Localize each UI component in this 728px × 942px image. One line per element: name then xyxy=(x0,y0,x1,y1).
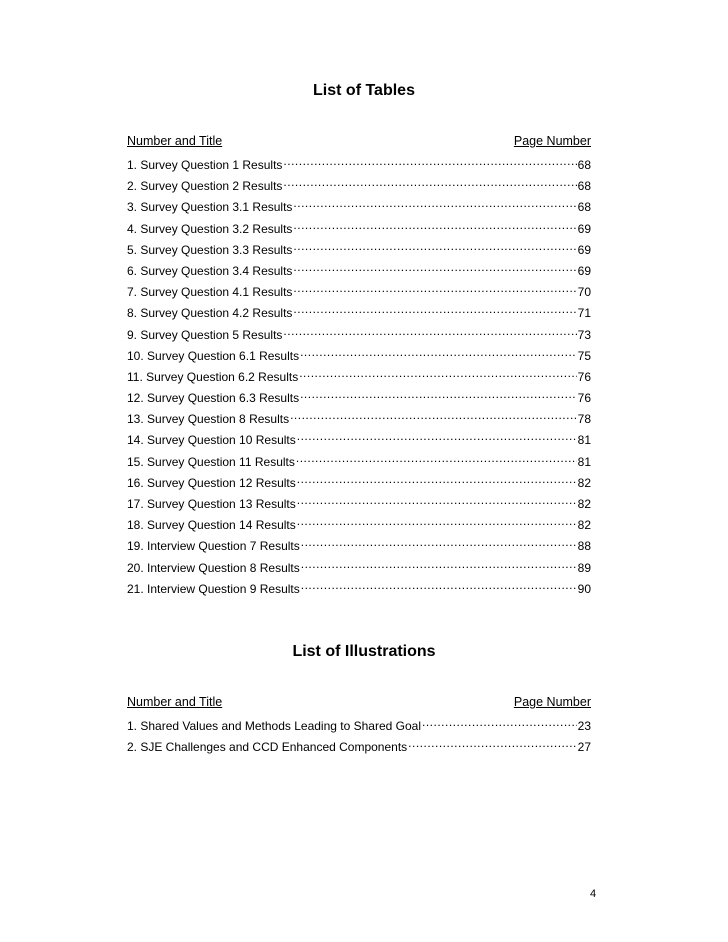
dot-leader xyxy=(301,534,577,550)
toc-entry xyxy=(127,280,591,301)
toc-entry-page: 82 xyxy=(577,497,591,511)
toc-entry xyxy=(127,217,591,238)
dot-leader xyxy=(283,174,576,190)
toc-entry xyxy=(127,735,591,756)
toc-entry-page: 75 xyxy=(577,348,591,363)
toc-entry xyxy=(127,428,591,449)
toc-entry-title: 18. Survey Question 14 Results xyxy=(127,518,296,533)
toc-entry xyxy=(127,195,591,216)
dot-leader xyxy=(408,735,576,751)
toc-entry xyxy=(127,471,591,492)
illustrations-column-header xyxy=(127,694,591,710)
toc-entry-title: 3. Survey Question 3.1 Results xyxy=(127,200,293,215)
dot-leader xyxy=(422,714,577,730)
list-of-illustrations xyxy=(127,694,591,756)
toc-entry-title: 9. Survey Question 5 Results xyxy=(127,327,283,342)
dot-leader xyxy=(300,386,577,402)
toc-entry-page: 78 xyxy=(577,412,591,427)
toc-entry xyxy=(127,534,591,555)
page-number-header: Page Number xyxy=(513,695,591,709)
toc-entry xyxy=(127,450,591,471)
toc-entry-page: 23 xyxy=(577,719,591,733)
toc-entry-page: 81 xyxy=(577,454,591,469)
toc-entry-page: 69 xyxy=(577,263,591,278)
toc-entry xyxy=(127,344,591,365)
toc-entry-title: 21. Interview Question 9 Results xyxy=(127,581,300,596)
toc-entry-page: 68 xyxy=(577,179,591,194)
toc-entry-page: 76 xyxy=(577,391,591,406)
dot-leader xyxy=(297,428,577,444)
list-of-tables-title: List of Tables xyxy=(313,82,415,99)
toc-entry-page: 69 xyxy=(577,242,591,257)
list-of-illustrations-title: List of Illustrations xyxy=(292,643,436,660)
dot-leader xyxy=(301,577,577,593)
illustrations-entries xyxy=(127,714,591,756)
toc-entry-page: 71 xyxy=(577,306,591,321)
toc-entry-title: 14. Survey Question 10 Results xyxy=(127,433,296,448)
toc-entry xyxy=(127,301,591,322)
dot-leader xyxy=(300,344,577,360)
dot-leader xyxy=(293,217,576,233)
toc-entry-title: 2. SJE Challenges and CCD Enhanced Components xyxy=(127,740,408,755)
dot-leader xyxy=(299,365,576,381)
toc-entry-page: 82 xyxy=(577,518,591,533)
dot-leader xyxy=(290,407,577,423)
toc-entry xyxy=(127,386,591,407)
dot-leader xyxy=(297,471,577,487)
toc-entry-page: 76 xyxy=(577,369,591,384)
dot-leader xyxy=(293,195,576,211)
tables-column-header xyxy=(127,133,591,149)
dot-leader xyxy=(293,280,576,296)
toc-entry xyxy=(127,238,591,259)
toc-entry xyxy=(127,259,591,280)
toc-entry xyxy=(127,365,591,386)
dot-leader xyxy=(301,556,577,572)
toc-entry-title: 5. Survey Question 3.3 Results xyxy=(127,242,293,257)
toc-entry-page: 88 xyxy=(577,539,591,554)
dot-leader xyxy=(293,301,576,317)
dot-leader xyxy=(293,259,576,275)
toc-entry-title: 10. Survey Question 6.1 Results xyxy=(127,348,300,363)
toc-entry-title: 7. Survey Question 4.1 Results xyxy=(127,285,293,300)
toc-entry-title: 11. Survey Question 6.2 Results xyxy=(127,369,299,384)
toc-entry-page: 81 xyxy=(577,433,591,448)
toc-entry-title: 19. Interview Question 7 Results xyxy=(127,539,300,554)
dot-leader xyxy=(283,323,576,339)
toc-entry xyxy=(127,153,591,174)
toc-entry-page: 70 xyxy=(577,285,591,300)
tables-entries xyxy=(127,153,591,598)
page-number-header: Page Number xyxy=(513,134,591,148)
toc-entry-title: 1. Shared Values and Methods Leading to Shared Goal xyxy=(127,719,421,733)
toc-entry xyxy=(127,513,591,534)
toc-entry-title: 8. Survey Question 4.2 Results xyxy=(127,306,293,321)
toc-entry-title: 17. Survey Question 13 Results xyxy=(127,497,296,511)
toc-entry-title: 6. Survey Question 3.4 Results xyxy=(127,263,293,278)
number-and-title-header: Number and Title xyxy=(127,134,223,148)
toc-entry xyxy=(127,556,591,577)
dot-leader xyxy=(296,450,577,466)
toc-entry xyxy=(127,714,591,735)
toc-entry-page: 82 xyxy=(577,475,591,490)
toc-entry-page: 27 xyxy=(577,740,591,755)
toc-entry-title: 20. Interview Question 8 Results xyxy=(127,560,300,575)
toc-entry-title: 13. Survey Question 8 Results xyxy=(127,412,290,427)
toc-entry-title: 12. Survey Question 6.3 Results xyxy=(127,391,300,406)
dot-leader xyxy=(297,492,577,508)
toc-entry-title: 4. Survey Question 3.2 Results xyxy=(127,221,293,236)
toc-entry xyxy=(127,323,591,344)
list-of-tables xyxy=(127,133,591,598)
toc-entry-title: 16. Survey Question 12 Results xyxy=(127,475,296,490)
toc-entry-page: 69 xyxy=(577,221,591,236)
page-number: 4 xyxy=(590,888,597,900)
toc-entry xyxy=(127,407,591,428)
dot-leader xyxy=(283,153,576,169)
toc-entry-title: 15. Survey Question 11 Results xyxy=(127,454,295,469)
toc-entry xyxy=(127,174,591,195)
toc-entry xyxy=(127,577,591,598)
toc-entry-title: 2. Survey Question 2 Results xyxy=(127,179,283,194)
toc-entry-page: 89 xyxy=(577,560,591,575)
toc-entry-title: 1. Survey Question 1 Results xyxy=(127,158,283,172)
dot-leader xyxy=(297,513,577,529)
toc-entry-page: 73 xyxy=(577,327,591,342)
dot-leader xyxy=(293,238,576,254)
number-and-title-header: Number and Title xyxy=(127,695,223,709)
toc-entry xyxy=(127,492,591,513)
toc-entry-page: 90 xyxy=(577,581,591,596)
toc-entry-page: 68 xyxy=(577,158,591,172)
toc-entry-page: 68 xyxy=(577,200,591,215)
